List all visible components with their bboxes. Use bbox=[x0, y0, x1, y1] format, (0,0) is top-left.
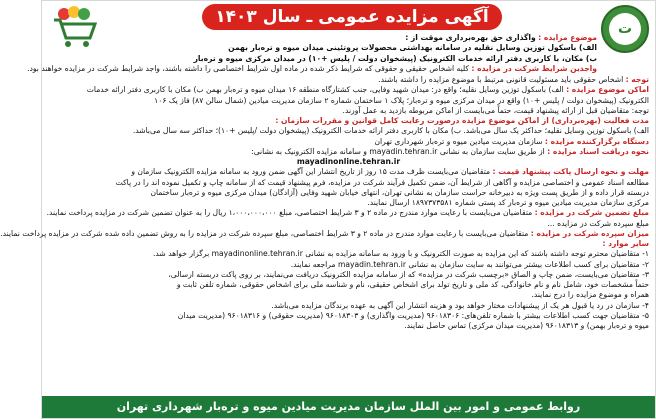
other-item-3b: حتماً مشخصات خود، شامل نام و نام خانوادگی، کد ملی و تاریخ تولد برای اشخاص حقیقی، نام و شناسه ملی برای اشخاص حقوقی، شماره تلفن ثابت و bbox=[176, 280, 649, 289]
conditions-note-text: اشخاص حقوقی باید مسئولیت قانونی مرتبط با موضوع مزایده را داشته باشند. bbox=[378, 75, 624, 84]
conditions-note-label: توجه : bbox=[625, 75, 649, 84]
municipality-logo bbox=[601, 5, 649, 53]
visit-note: توجه: متقاضیان قبل از ارائه پیشنهاد قیمت، حتماً می‌بایست از اماکن مربوطه بازدید به عمل آورند. bbox=[342, 105, 649, 115]
documents-label: نحوه دریافت اسناد مزایده : bbox=[547, 146, 649, 156]
duration-text: الف) باسکول توزین وسایل نقلیه؛ حداکثر یک سال می‌باشد. ب) مکان با کاربری دفتر ارائه خدمات الکترونیک (پیشخوان دولت /پلیس +۱۰)؛ حداکثر سه سال می‌باشد. bbox=[132, 126, 649, 136]
footer-banner: روابط عمومی و امور بین الملل سازمان مدیریت میادین میوه و تره‌بار شهرداری تهران bbox=[42, 396, 655, 418]
deadline-line-4: مرکزی سازمان مدیریت میادین میوه و تره‌بار کد پستی شماره ۱۸۹۷۳۷۳۵۸۱ ارسال نمایند. bbox=[367, 198, 649, 207]
subject-section bbox=[27, 33, 597, 74]
subject-item-b: ب) مکان، با کاربری دفتر ارائه خدمات الکترونیک (پیشخوان دولت / پلیس +۱۰) در میدان مرکزی میوه و تره‌بار bbox=[193, 53, 597, 63]
location-label: اماکن موضوع مزایده : bbox=[566, 85, 649, 95]
deadline-text-1: متقاضیان می‌بایست ظرف مدت ۱۵ روز از تاریخ انتشار این آگهی ضمن ورود به سامانه مزایده الکترونیک سازمان و bbox=[131, 167, 491, 177]
deadline-line-1 bbox=[48, 167, 649, 177]
subject-item-a: الف) باسکول توزین وسایل نقلیه در سامانه بهداشتی محصولات پروتئینی میدان میوه و تره‌بار بهمن bbox=[228, 43, 597, 53]
location-text-1: الف) باسکول توزین وسایل نقلیه؛ واقع در: میدان شهید وفایی، جنب کشتارگاه منطقه ۱۶ میدان میوه و تره‌بار بهمن ب) مکان با کاربری دفتر ارائه خدمات bbox=[86, 85, 564, 95]
shopping-cart-icon bbox=[50, 4, 100, 50]
other-item-3: ۳- متقاضیان می‌بایست، ضمن چاپ و الصاق «برچسب شرکت در مزایده» که از سامانه مزایده الکترونیک دریافت می‌نمایند، بر روی پاکت دربسته ارسالی، bbox=[168, 269, 649, 279]
guarantee-line bbox=[48, 208, 649, 218]
other-item-3c: همراه و موضوع مزایده را درج نمایند. bbox=[531, 290, 649, 300]
other-label: سایر موارد : bbox=[602, 239, 649, 248]
logo-mark: ت bbox=[609, 13, 641, 45]
details-section bbox=[0, 75, 649, 331]
deadline-line-3: دربسته قرار داده و از طریق پست ویژه به دبیرخانه حراست سازمان به نشانی تهران، انتهای خیابان شهید وفایی (آزادگان) میدان مرکزی میوه و تره‌بار ساختمان bbox=[150, 187, 649, 197]
organizer-line bbox=[48, 137, 649, 147]
conditions-label: واجدین شرایط شرکت در مزایده : bbox=[471, 63, 597, 73]
guarantee-text: متقاضیان می‌بایست با رعایت موارد مندرج در ماده ۲ و ۳ شرایط اختصاصی، مبلغ ۱،۰۰۰،۰۰۰،۰۰۰ ریال را به عنوان تضمین شرکت در مزایده پرداخت نمایند. bbox=[46, 208, 533, 218]
duration-label: مدت فعالیت (بهره‌برداری) از اماکن موضوع مزایده درصورت رعایت کامل قوانین و مقررات سازمان : bbox=[275, 116, 649, 125]
conditions-line bbox=[27, 63, 597, 74]
other-item-4: ۴- سازمان در رد یا قبول هر یک از پیشنهادات مختار خواهد بود و هزینه انتشار این آگهی به عهده برندگان مزایده می‌باشد. bbox=[271, 300, 649, 310]
organizer-label: دستگاه برگزارکننده مزایده : bbox=[544, 136, 649, 146]
page-title: آگهی مزایده عمومی ـ سال ۱۴۰۳ bbox=[202, 4, 502, 30]
other-item-1: ۱- متقاضیان محترم توجه داشته باشند که این مزایده به صورت الکترونیک و با ورود به سامانه مزایده به نشانی mayadinonline.tehran.ir برگزار خواهد شد. bbox=[153, 249, 649, 259]
other-item-2: ۲- متقاضیان برای کسب اطلاعات بیشتر می‌توانند به سایت سازمان به نشانی mayadin.tehran.ir مراجعه نمایند. bbox=[290, 259, 649, 269]
location-line-2: الکترونیک (پیشخوان دولت / پلیس +۱۰) واقع در میدان مرکزی میوه و تره‌بار؛ پلاک ۱ ساختمان شماره ۲ سازمان مدیریت میادین (شمال سالن ۸۷) فاز یک ۱۰۶ bbox=[154, 95, 649, 105]
deadline-label: مهلت و نحوه ارسال پاکت پیشنهاد قیمت : bbox=[492, 167, 649, 177]
location-line-1 bbox=[48, 85, 649, 95]
other-item-5: ۵- متقاضیان جهت کسب اطلاعات بیشتر با شماره تلفن‌های: ۹۶۰۱۸۳۰۶ (مدیریت واگذاری) و ۹۶۰۱۸۳۰۳ (مدیریت حقوقی) و ۹۶۰۱۸۳۱۶ (مدیریت میدان bbox=[177, 310, 649, 320]
documents-line bbox=[48, 147, 649, 157]
deadline-line-2: مطالعه اسناد عمومی و اختصاصی مزایده و آگاهی از شرایط آن، ضمن تکمیل فرآیند شرکت در مزایده، فرم پیشنهاد قیمت که از سامانه چاپ و تکمیل نموده اند را در پاکت bbox=[115, 177, 649, 187]
conditions-text: کلیه اشخاص حقیقی و حقوقی که شرایط ذکر شده در ماده اول شرایط اختصاصی را داشته باشند، واجد شرایط شرکت در مزایده خواهند بود. bbox=[27, 63, 469, 73]
documents-site-link[interactable]: mayadinonline.tehran.ir bbox=[296, 157, 401, 166]
subject-line bbox=[100, 33, 597, 43]
conditions-note bbox=[48, 75, 649, 85]
subject-text: واگذاری حق بهره‌برداری موقت از : bbox=[405, 33, 536, 42]
subject-label: موضوع مزایده : bbox=[538, 33, 597, 42]
documents-text: از طریق سایت سازمان به نشانی mayadin.tehran.ir و سامانه مزایده الکترونیک به نشانی: bbox=[251, 146, 545, 156]
organizer-text: سازمان مدیریت میادین میوه و تره‌بار شهرداری تهران bbox=[374, 136, 543, 146]
deposit-label: میزان سپرده شرکت در مزایده : bbox=[530, 228, 649, 238]
guarantee-label: مبلغ تضمین شرکت در مزایده : bbox=[534, 208, 649, 218]
deposit-text: متقاضیان می‌بایست با رعایت موارد مندرج در ماده ۲ و ۳ شرایط اختصاصی، مبلغ سپرده شرکت در مزایده را به روش تضمین داده شده شرکت در مزایده پرداخت نمایند. bbox=[0, 228, 529, 238]
other-item-5b: میوه و تره‌بار بهمن) و ۹۶۰۱۸۳۱۳ (مدیریت میدان مرکزی) تماس حاصل نمایند. bbox=[404, 321, 649, 330]
guarantee-line-2: مبلغ سپرده شرکت در مزایده ... bbox=[547, 218, 649, 228]
deposit-line bbox=[0, 228, 649, 239]
